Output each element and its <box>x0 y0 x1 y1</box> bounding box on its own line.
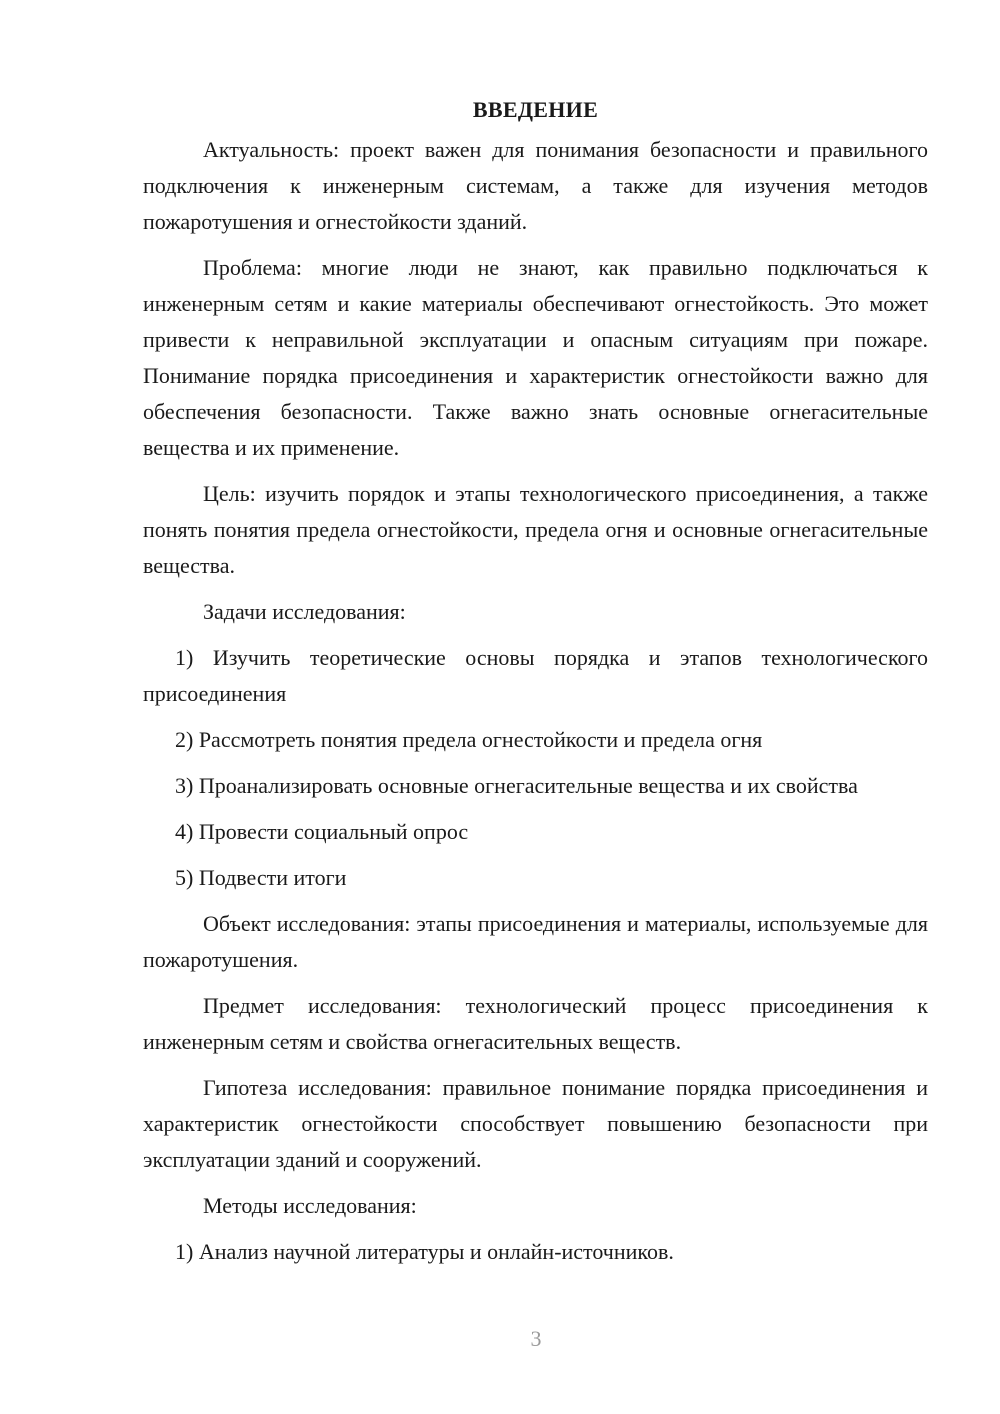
paragraph-methods-heading: Методы исследования: <box>203 1193 417 1218</box>
task-item-2: 2) Рассмотреть понятия предела огнестойкости и предела огня <box>175 727 763 752</box>
paragraph-tasks-heading: Задачи исследования: <box>203 599 406 624</box>
task-item-3: 3) Проанализировать основные огнегасительные вещества и их свойства <box>175 773 858 798</box>
method-item-1: 1) Анализ научной литературы и онлайн-источников. <box>175 1239 674 1264</box>
paragraph-object: Объект исследования: этапы присоединения и материалы, используемые для пожаротушения. <box>143 911 928 972</box>
page-content <box>143 92 928 1280</box>
task-item-1: 1) Изучить теоретические основы порядка и этапов технологического присоединения <box>143 645 928 706</box>
task-item-5: 5) Подвести итоги <box>175 865 347 890</box>
paragraph-subject: Предмет исследования: технологический процесс присоединения к инженерным сетям и свойства огнегасительных веществ. <box>143 993 928 1054</box>
task-item-4: 4) Провести социальный опрос <box>175 819 469 844</box>
page-number: 3 <box>530 1326 542 1351</box>
paragraph-hypothesis: Гипотеза исследования: правильное понимание порядка присоединения и характеристик огнестойкости способствует повышению безопасности при эксплуатации зданий и сооружений. <box>143 1075 928 1172</box>
section-title: ВВЕДЕНИЕ <box>472 97 599 122</box>
paragraph-goal: Цель: изучить порядок и этапы технологического присоединения, а также понять понятия предела огнестойкости, предела огня и основные огнегасительные вещества. <box>143 481 928 578</box>
paragraph-problem: Проблема: многие люди не знают, как правильно подключаться к инженерным сетям и какие материалы обеспечивают огнестойкость. Это может привести к неправильной эксплуатации и опасным ситуациям при пожаре. Понимание порядка присоединения и характеристик огнестойкости важно для обеспечения безопасности. Также важно знать основные огнегасительные вещества и их применение. <box>143 255 928 460</box>
paragraph-relevance: Актуальность: проект важен для понимания безопасности и правильного подключения к инженерным системам, а также для изучения методов пожаротушения и огнестойкости зданий. <box>143 137 928 234</box>
